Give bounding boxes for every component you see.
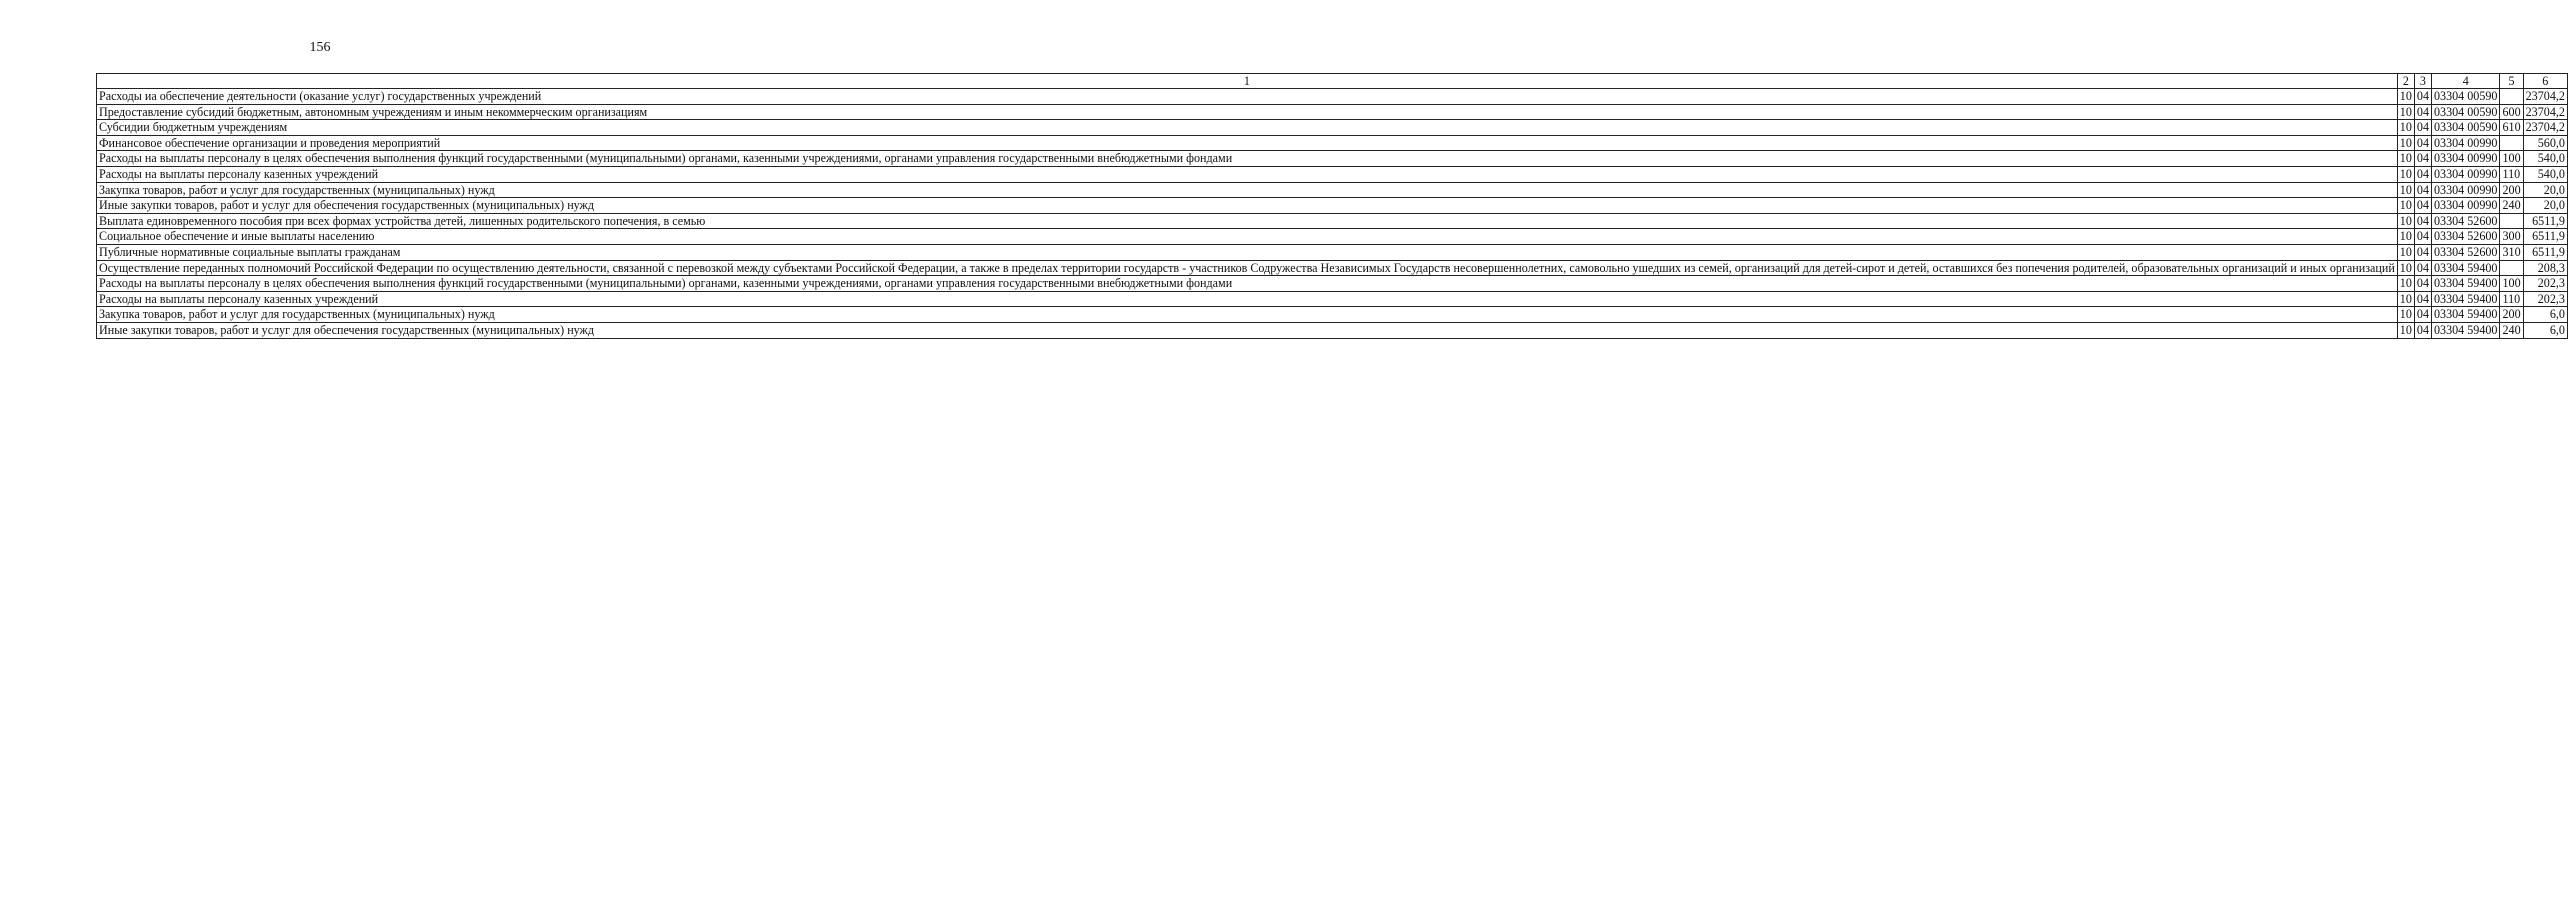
column-header: 1	[97, 74, 2398, 89]
amount-value: 23704,2	[2523, 104, 2567, 120]
target-article-code: 03304 00990	[2431, 198, 2500, 214]
subsection-code: 04	[2414, 307, 2431, 323]
table-row	[97, 135, 2568, 151]
section-code: 10	[2397, 307, 2414, 323]
expense-type-code	[2500, 89, 2523, 105]
section-code: 10	[2397, 120, 2414, 136]
section-code: 10	[2397, 104, 2414, 120]
column-header: 2	[2397, 74, 2414, 89]
amount-value: 208,3	[2523, 260, 2567, 276]
table-header-row	[97, 74, 2568, 89]
table-row	[97, 120, 2568, 136]
subsection-code: 04	[2414, 291, 2431, 307]
expense-type-code	[2500, 213, 2523, 229]
expense-type-code	[2500, 260, 2523, 276]
column-header: 5	[2500, 74, 2523, 89]
column-header: 4	[2431, 74, 2500, 89]
section-code: 10	[2397, 166, 2414, 182]
item-name: Выплата единовременного пособия при всех формах устройства детей, лишенных родительского попечения, в семью	[97, 213, 2398, 229]
table-row	[97, 307, 2568, 323]
table-row	[97, 276, 2568, 292]
section-code: 10	[2397, 244, 2414, 260]
expense-type-code: 610	[2500, 120, 2523, 136]
target-article-code: 03304 59400	[2431, 276, 2500, 292]
item-name: Расходы на выплаты персоналу казенных учреждений	[97, 291, 2398, 307]
target-article-code: 03304 00990	[2431, 135, 2500, 151]
target-article-code: 03304 00590	[2431, 89, 2500, 105]
expense-type-code: 200	[2500, 307, 2523, 323]
item-name: Субсидии бюджетным учреждениям	[97, 120, 2398, 136]
section-code: 10	[2397, 260, 2414, 276]
amount-value: 6,0	[2523, 307, 2567, 323]
amount-value: 540,0	[2523, 166, 2567, 182]
expense-type-code: 110	[2500, 291, 2523, 307]
subsection-code: 04	[2414, 229, 2431, 245]
subsection-code: 04	[2414, 135, 2431, 151]
item-name: Предоставление субсидий бюджетным, автономным учреждениям и иным некоммерческим организациям	[97, 104, 2398, 120]
section-code: 10	[2397, 322, 2414, 338]
table-row	[97, 151, 2568, 167]
subsection-code: 04	[2414, 213, 2431, 229]
section-code: 10	[2397, 198, 2414, 214]
item-name: Закупка товаров, работ и услуг для государственных (муниципальных) нужд	[97, 182, 2398, 198]
amount-value: 560,0	[2523, 135, 2567, 151]
table-row	[97, 322, 2568, 338]
column-header: 3	[2414, 74, 2431, 89]
subsection-code: 04	[2414, 182, 2431, 198]
section-code: 10	[2397, 276, 2414, 292]
amount-value: 6511,9	[2523, 244, 2567, 260]
item-name: Иные закупки товаров, работ и услуг для обеспечения государственных (муниципальных) нужд	[97, 322, 2398, 338]
amount-value: 202,3	[2523, 276, 2567, 292]
table-row	[97, 104, 2568, 120]
target-article-code: 03304 59400	[2431, 322, 2500, 338]
amount-value: 6511,9	[2523, 229, 2567, 245]
target-article-code: 03304 00990	[2431, 166, 2500, 182]
table-row	[97, 89, 2568, 105]
table-body	[97, 89, 2568, 339]
table-row	[97, 166, 2568, 182]
section-code: 10	[2397, 89, 2414, 105]
item-name: Иные закупки товаров, работ и услуг для обеспечения государственных (муниципальных) нужд	[97, 198, 2398, 214]
amount-value: 6511,9	[2523, 213, 2567, 229]
subsection-code: 04	[2414, 276, 2431, 292]
item-name: Социальное обеспечение и иные выплаты населению	[97, 229, 2398, 245]
subsection-code: 04	[2414, 244, 2431, 260]
budget-table	[96, 73, 2568, 339]
expense-type-code: 310	[2500, 244, 2523, 260]
section-code: 10	[2397, 291, 2414, 307]
subsection-code: 04	[2414, 166, 2431, 182]
table-row	[97, 182, 2568, 198]
subsection-code: 04	[2414, 260, 2431, 276]
subsection-code: 04	[2414, 198, 2431, 214]
item-name: Расходы на выплаты персоналу в целях обеспечения выполнения функций государственными (муниципальными) органами, казенными учреждениями, органами управления государственными внебюджетными фондами	[97, 276, 2398, 292]
amount-value: 202,3	[2523, 291, 2567, 307]
item-name: Закупка товаров, работ и услуг для государственных (муниципальных) нужд	[97, 307, 2398, 323]
subsection-code: 04	[2414, 89, 2431, 105]
target-article-code: 03304 59400	[2431, 307, 2500, 323]
table-row	[97, 244, 2568, 260]
expense-type-code: 300	[2500, 229, 2523, 245]
target-article-code: 03304 52600	[2431, 229, 2500, 245]
table-row	[97, 213, 2568, 229]
amount-value: 20,0	[2523, 182, 2567, 198]
item-name: Финансовое обеспечение организации и проведения мероприятий	[97, 135, 2398, 151]
section-code: 10	[2397, 151, 2414, 167]
item-name: Расходы иа обеспечение деятельности (оказание услуг) государственных учреждений	[97, 89, 2398, 105]
target-article-code: 03304 52600	[2431, 213, 2500, 229]
column-header: 6	[2523, 74, 2567, 89]
amount-value: 20,0	[2523, 198, 2567, 214]
section-code: 10	[2397, 135, 2414, 151]
expense-type-code: 240	[2500, 322, 2523, 338]
amount-value: 23704,2	[2523, 89, 2567, 105]
page-number: 156	[309, 40, 331, 55]
section-code: 10	[2397, 182, 2414, 198]
target-article-code: 03304 52600	[2431, 244, 2500, 260]
item-name: Расходы на выплаты персоналу в целях обеспечения выполнения функций государственными (муниципальными) органами, казенными учреждениями, органами управления государственными внебюджетными фондами	[97, 151, 2398, 167]
table-row	[97, 198, 2568, 214]
expense-type-code: 110	[2500, 166, 2523, 182]
expense-type-code: 100	[2500, 276, 2523, 292]
section-code: 10	[2397, 229, 2414, 245]
expense-type-code: 100	[2500, 151, 2523, 167]
amount-value: 6,0	[2523, 322, 2567, 338]
table-row	[97, 229, 2568, 245]
expense-type-code: 240	[2500, 198, 2523, 214]
subsection-code: 04	[2414, 104, 2431, 120]
item-name: Публичные нормативные социальные выплаты гражданам	[97, 244, 2398, 260]
table-row	[97, 291, 2568, 307]
amount-value: 23704,2	[2523, 120, 2567, 136]
item-name: Расходы на выплаты персоналу казенных учреждений	[97, 166, 2398, 182]
target-article-code: 03304 00990	[2431, 151, 2500, 167]
target-article-code: 03304 00590	[2431, 120, 2500, 136]
target-article-code: 03304 59400	[2431, 260, 2500, 276]
subsection-code: 04	[2414, 151, 2431, 167]
item-name: Осуществление переданных полномочий Российской Федерации по осуществлению деятельности, связанной с перевозкой между субъектами Российской Федерации, а также в пределах территории государств - участников Содружества Независимых Государств несовершеннолетних, самовольно ушедших из семей, организаций для детей-сирот и детей, оставшихся без попечения родителей, образовательных организаций и иных организаций	[97, 260, 2398, 276]
expense-type-code: 200	[2500, 182, 2523, 198]
target-article-code: 03304 00990	[2431, 182, 2500, 198]
expense-type-code	[2500, 135, 2523, 151]
table-row	[97, 260, 2568, 276]
expense-type-code: 600	[2500, 104, 2523, 120]
subsection-code: 04	[2414, 322, 2431, 338]
section-code: 10	[2397, 213, 2414, 229]
target-article-code: 03304 00590	[2431, 104, 2500, 120]
subsection-code: 04	[2414, 120, 2431, 136]
amount-value: 540,0	[2523, 151, 2567, 167]
target-article-code: 03304 59400	[2431, 291, 2500, 307]
